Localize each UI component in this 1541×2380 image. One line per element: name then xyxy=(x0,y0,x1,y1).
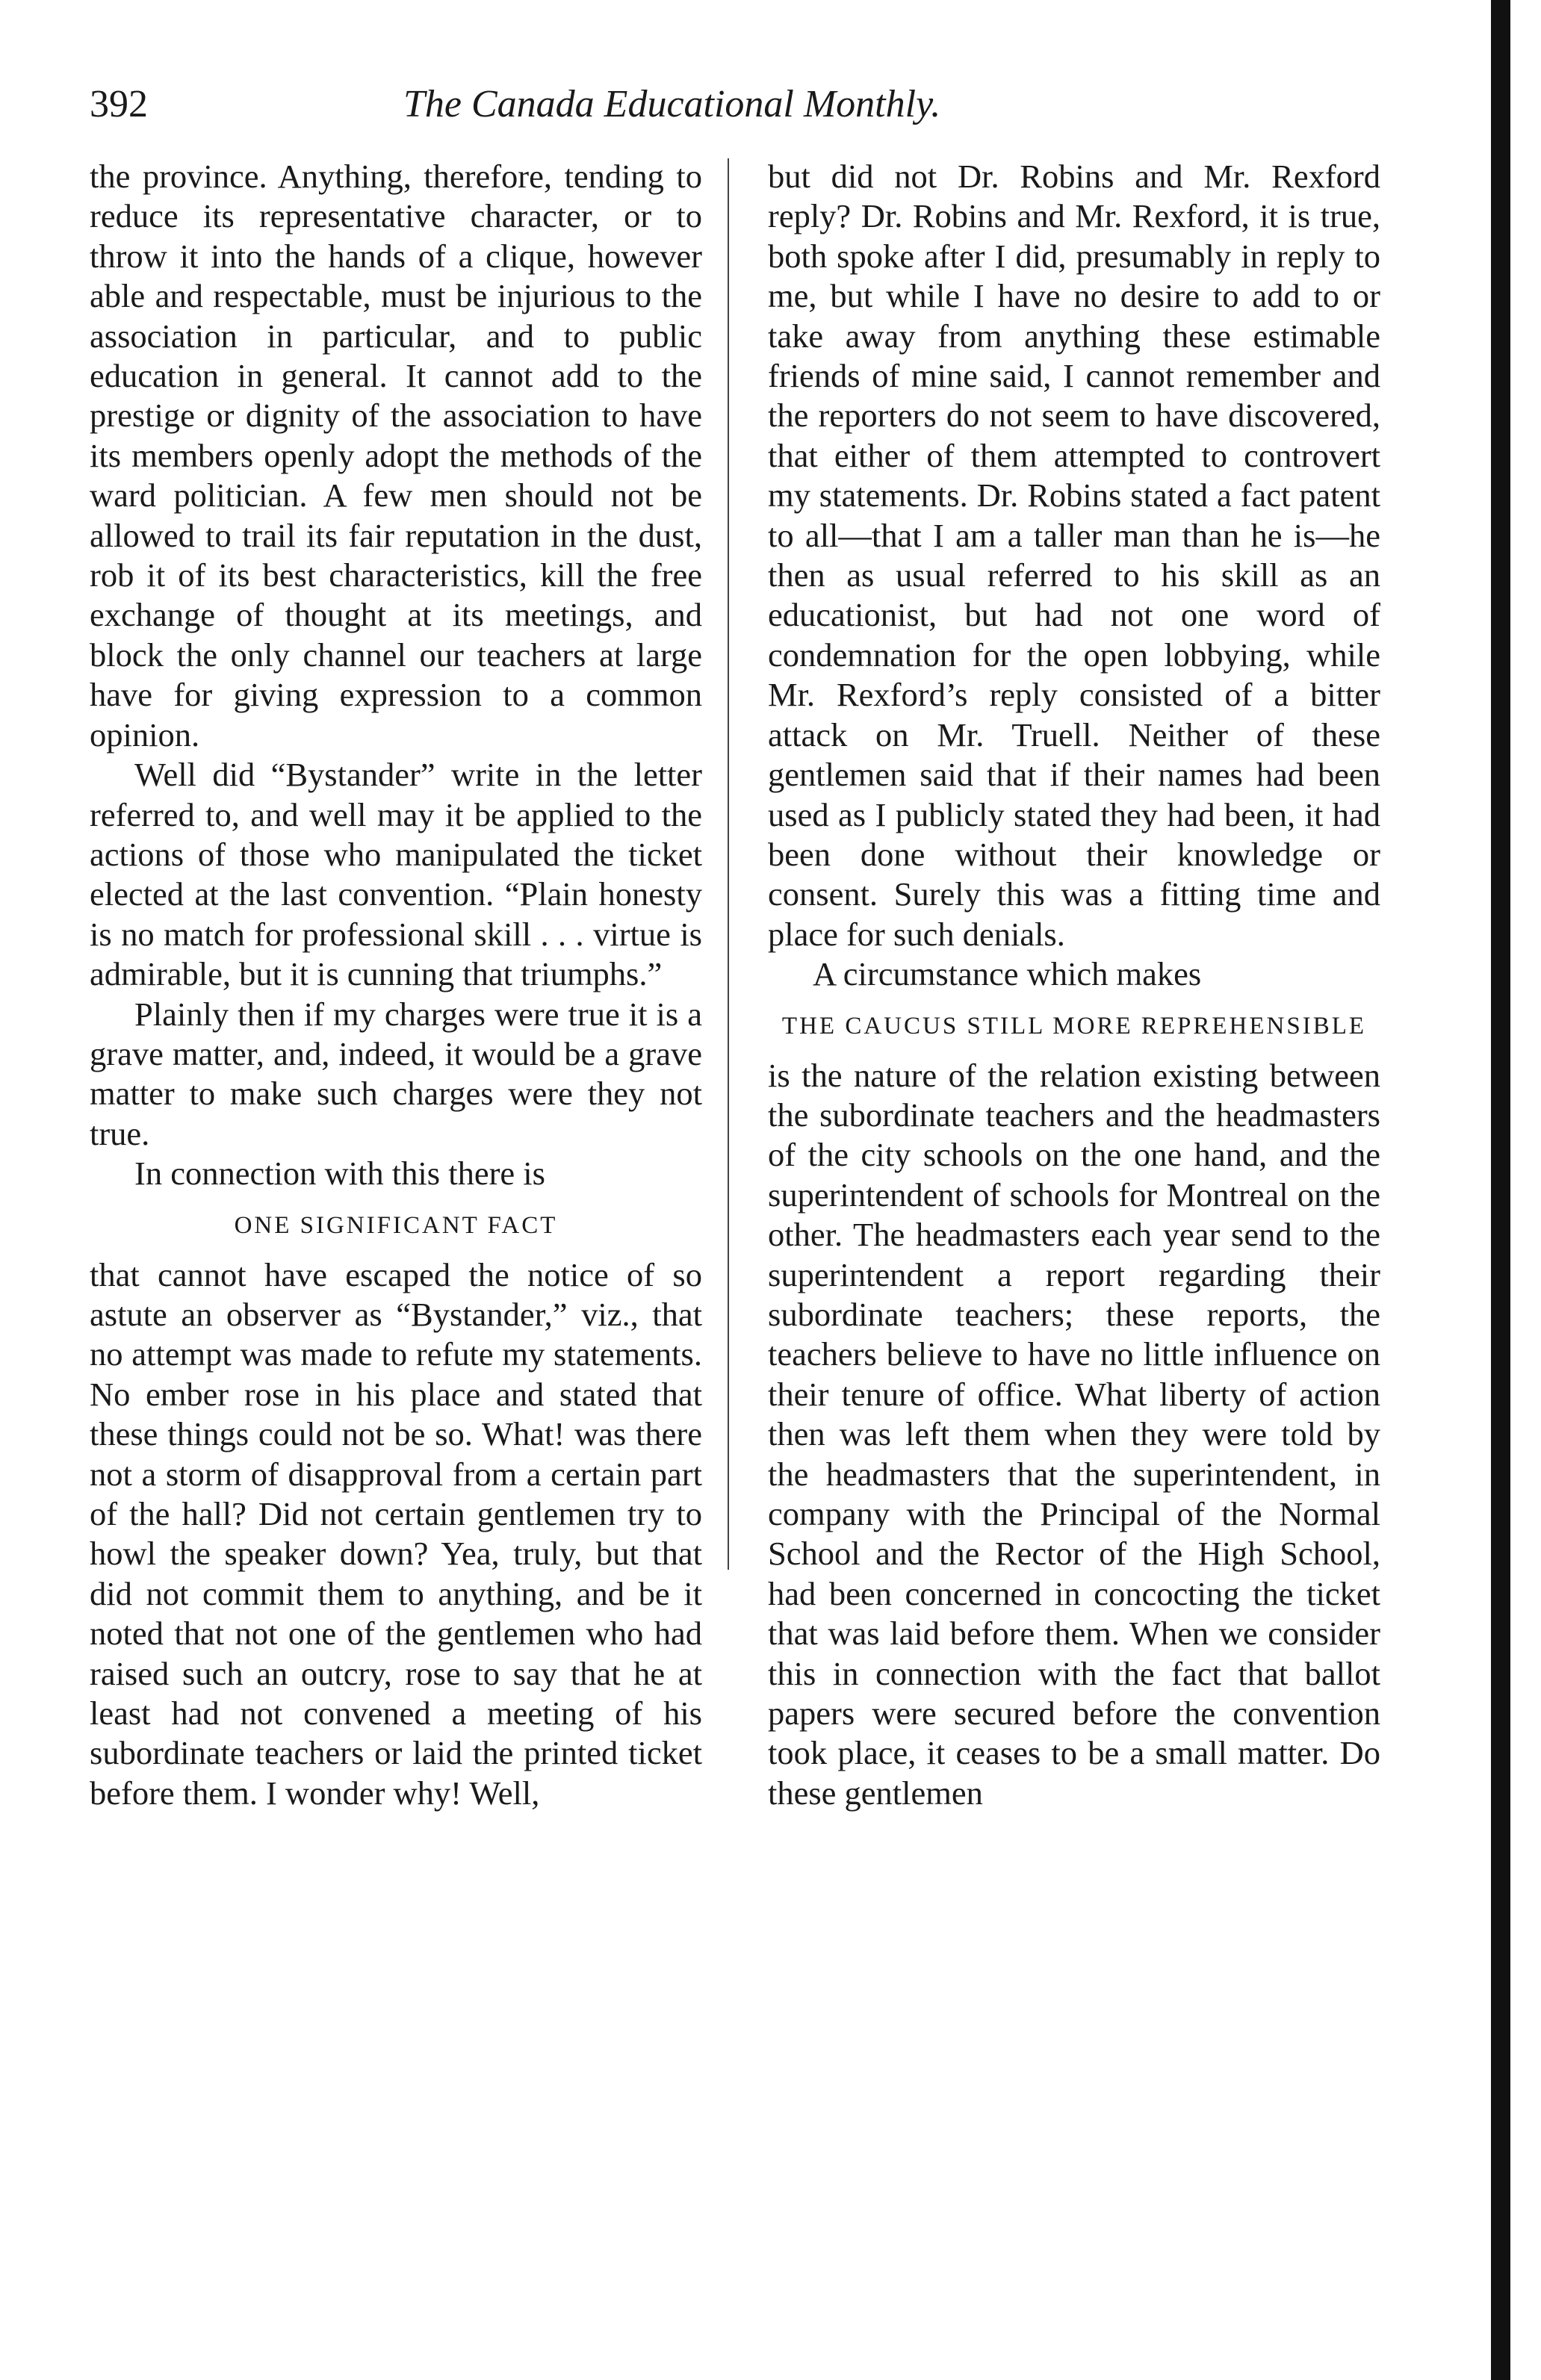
section-heading: THE CAUCUS STILL MORE REPREHENSIBLE xyxy=(781,1012,1367,1040)
running-title: The Canada Educational Monthly. xyxy=(403,83,941,125)
paragraph: Well did “Bystander” write in the letter referred to, and well may it be applied to the actions of those who manipulated the ticket elected at the last convention. “Plain honesty is no match for professional skill . . . virtue is admirable, but it is cunning that triumphs.” xyxy=(90,756,702,993)
right-column xyxy=(768,157,1380,1813)
paragraph: but did not Dr. Robins and Mr. Rexford reply? Dr. Robins and Mr. Rexford, it is true, both spoke after I did, presumably in reply to me, but while I have no desire to add to or take away from anything these estimable friends of mine said, I cannot remember and the reporters do not seem to have discovered, that either of them attempted to controvert my statements. Dr. Robins stated a fact patent to all—that I am a taller man than he is—he then as usual referred to his skill as an educationist, but had not one word of condemnation for the open lobbying, while Mr. Rexford’s reply consisted of a bitter attack on Mr. Truell. Neither of these gentlemen said that if their names had been used as I publicly stated they had been, it had been done without their knowledge or consent. Surely this was a fitting time and place for such denials. xyxy=(768,158,1380,953)
column-divider xyxy=(728,158,729,1570)
paragraph: A circumstance which makes xyxy=(813,955,1202,993)
section-heading: ONE SIGNIFICANT FACT xyxy=(234,1211,558,1239)
paragraph: is the nature of the relation existing between the subordinate teachers and the headmasters of the city schools on the one hand, and the superintendent of schools for Montreal on the other. The headmasters each year send to the superintendent a report regarding their subordinate teachers; these reports, the teachers believe to have no little influence on their tenure of office. What liberty of action then was left them when they were told by the headmasters that the superintendent, in company with the Principal of the Normal School and the Rector of the High School, had been concerned in concocting the ticket that was laid before them. When we consider this in connection with the fact that ballot papers were secured before the convention took place, it ceases to be a small matter. Do these gentlemen xyxy=(768,1056,1380,1812)
page-header xyxy=(90,75,1120,134)
page-number: 392 xyxy=(90,83,148,125)
paragraph: that cannot have escaped the notice of so astute an observer as “Bystander,” viz., that no attempt was made to refute my statements. No ember rose in his place and stated that these things could not be so. What! was there not a storm of disapproval from a certain part of the hall? Did not certain gentlemen try to howl the speaker down? Yea, truly, but that did not commit them to anything, and be it noted that not one of the gentlemen who had raised such an outcry, rose to say that he at least had not convened a meeting of his subordinate teachers or laid the printed ticket before them. I wonder why! Well, xyxy=(90,1255,702,1812)
left-column xyxy=(90,157,702,1813)
page-edge-bar xyxy=(1491,0,1510,2380)
paragraph: Plainly then if my charges were true it is a grave matter, and, indeed, it would be a grave matter to make such charges were they not true. xyxy=(90,995,702,1152)
paragraph: the province. Anything, therefore, tending to reduce its representative character, or to throw it into the hands of a clique, however able and respectable, must be injurious to the association in particular, and to public education in general. It cannot add to the prestige or dignity of the association to have its members openly adopt the methods of the ward politician. A few men should not be allowed to trail its fair reputation in the dust, rob it of its best characteristics, kill the free exchange of thought at its meetings, and block the only channel our teachers at large have for giving expression to a common opinion. xyxy=(90,158,702,754)
paragraph: In connection with this there is xyxy=(134,1155,545,1193)
